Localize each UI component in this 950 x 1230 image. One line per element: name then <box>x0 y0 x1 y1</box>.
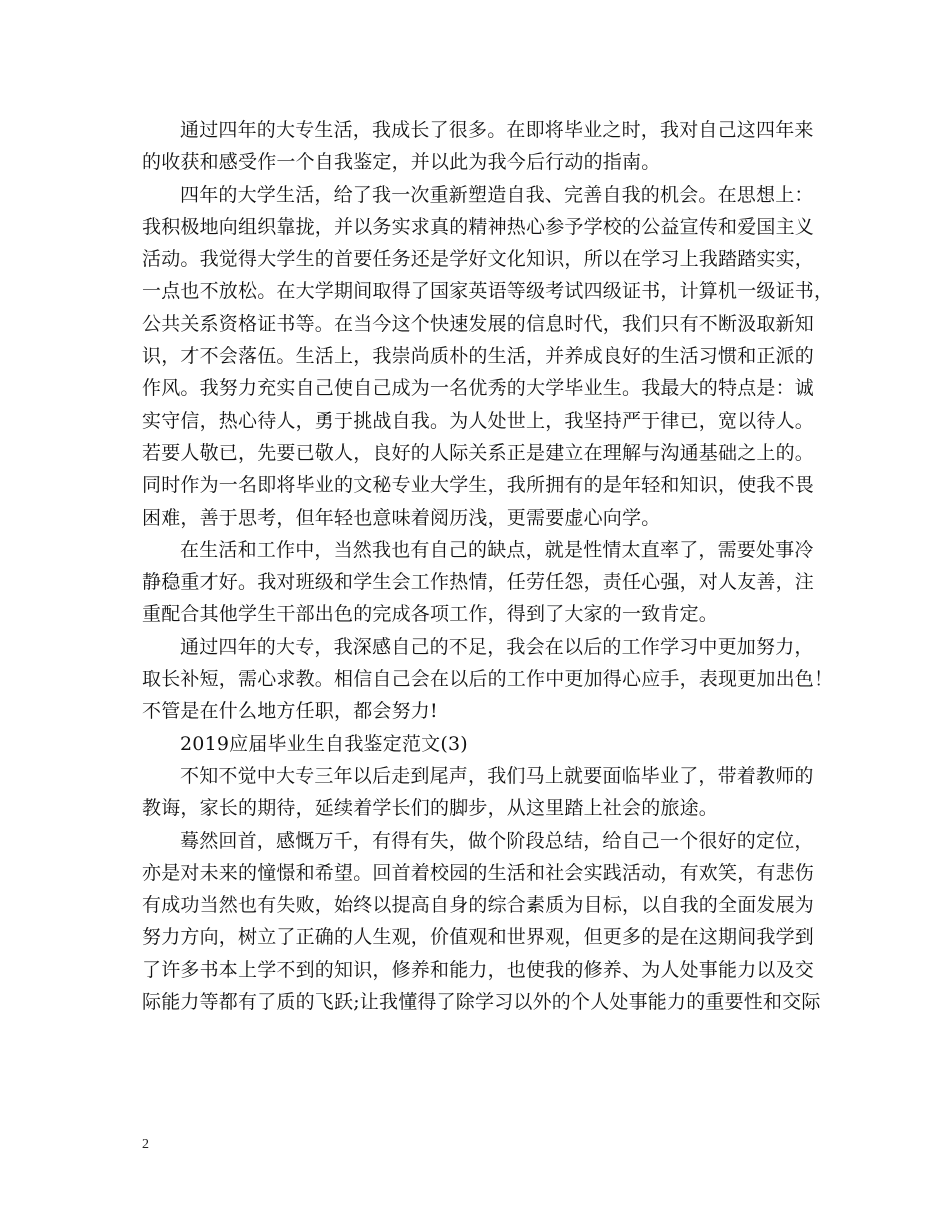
paragraph-line: 实守信，热心待人，勇于挑战自我。为人处世上，我坚持严于律已，宽以待人。 <box>142 409 815 432</box>
paragraph-line: 不知不觉中大专三年以后走到尾声，我们马上就要面临毕业了，带着教师的 <box>180 764 814 787</box>
page-number: 2 <box>142 1137 149 1152</box>
section-heading: 2019应届毕业生自我鉴定范文(3) <box>180 732 468 755</box>
paragraph-line: 蓦然回首，感慨万千，有得有失，做个阶段总结，给自己一个很好的定位， <box>180 829 814 852</box>
paragraph-line: 我积极地向组织靠拢，并以务实求真的精神热心参予学校的公益宣传和爱国主义 <box>142 215 815 238</box>
paragraph-line: 不管是在什么地方任职，都会努力! <box>142 700 438 723</box>
paragraph-line: 有成功当然也有失败，始终以提高自身的综合素质为目标，以自我的全面发展为 <box>142 894 815 917</box>
paragraph-line: 一点也不放松。在大学期间取得了国家英语等级考试四级证书，计算机一级证书， <box>142 280 834 303</box>
document-body <box>142 114 834 1018</box>
paragraph-line: 活动。我觉得大学生的首要任务还是学好文化知识，所以在学习上我踏踏实实， <box>142 248 815 271</box>
paragraph-line: 同时作为一名即将毕业的文秘专业大学生，我所拥有的是年轻和知识，使我不畏 <box>142 474 815 497</box>
paragraph-line: 在生活和工作中，当然我也有自己的缺点，就是性情太直率了，需要处事冷 <box>180 538 814 561</box>
paragraph-line: 努力方向，树立了正确的人生观，价值观和世界观，但更多的是在这期间我学到 <box>142 926 815 949</box>
paragraph-line: 若要人敬已，先要已敬人，良好的人际关系正是建立在理解与沟通基础之上的。 <box>142 441 815 464</box>
paragraph-line: 作风。我努力充实自己使自己成为一名优秀的大学毕业生。我最大的特点是：诚 <box>142 377 815 400</box>
paragraph-line: 取长补短，需心求教。相信自己会在以后的工作中更加得心应手，表现更加出色！ <box>142 668 834 691</box>
paragraph-line: 教诲，家长的期待，延续着学长们的脚步，从这里踏上社会的旅途。 <box>142 797 719 820</box>
paragraph-line: 通过四年的大专，我深感自己的不足，我会在以后的工作学习中更加努力， <box>180 635 814 658</box>
paragraph-line: 困难，善于思考，但年轻也意味着阅历浅，更需要虚心向学。 <box>142 506 661 529</box>
paragraph-line: 静稳重才好。我对班级和学生会工作热情，任劳任怨，责任心强，对人友善，注 <box>142 571 815 594</box>
paragraph-line: 了许多书本上学不到的知识，修养和能力，也使我的修养、为人处事能力以及交 <box>142 958 815 981</box>
paragraph-line: 际能力等都有了质的飞跃;让我懂得了除学习以外的个人处事能力的重要性和交际 <box>142 991 821 1014</box>
paragraph-line: 重配合其他学生干部出色的完成各项工作，得到了大家的一致肯定。 <box>142 603 719 626</box>
paragraph-line: 的收获和感受作一个自我鉴定，并以此为我今后行动的指南。 <box>142 151 661 174</box>
paragraph-line: 识，才不会落伍。生活上，我崇尚质朴的生活，并养成良好的生活习惯和正派的 <box>142 345 815 368</box>
paragraph-line: 四年的大学生活，给了我一次重新塑造自我、完善自我的机会。在思想上： <box>180 183 814 206</box>
paragraph-line: 通过四年的大专生活，我成长了很多。在即将毕业之时，我对自己这四年来 <box>180 119 814 141</box>
paragraph-line: 亦是对未来的憧憬和希望。回首着校园的生活和社会实践活动，有欢笑，有悲伤 <box>142 861 815 884</box>
paragraph-line: 公共关系资格证书等。在当今这个快速发展的信息时代，我们只有不断汲取新知 <box>142 312 815 335</box>
